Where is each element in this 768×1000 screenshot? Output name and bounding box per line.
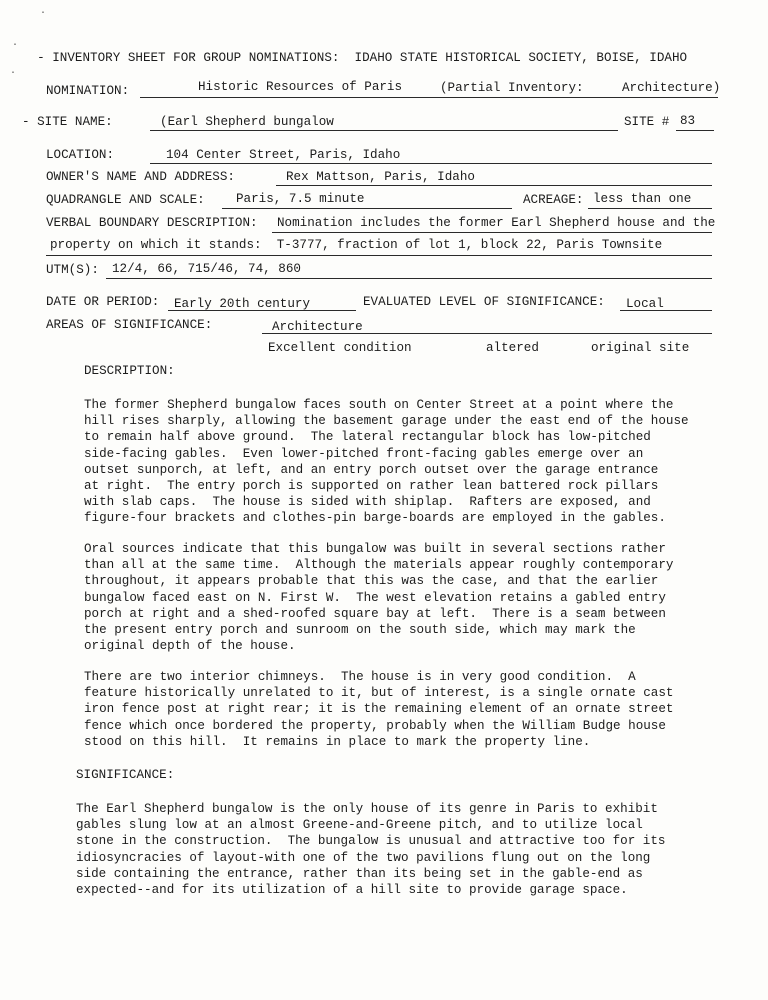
significance-level-label: EVALUATED LEVEL OF SIGNIFICANCE:	[363, 295, 605, 309]
nomination-area: Architecture)	[622, 81, 721, 95]
location-label: LOCATION:	[46, 148, 115, 162]
site-name-underline	[150, 130, 618, 131]
areas-label: AREAS OF SIGNIFICANCE:	[46, 318, 213, 332]
level-underline	[620, 310, 712, 311]
acreage-label: ACREAGE:	[523, 193, 584, 207]
condition-original-site: original site	[591, 341, 690, 355]
location-underline	[150, 163, 712, 164]
areas-underline	[262, 333, 712, 334]
description-paragraph-3: There are two interior chimneys. The house is in very good condition. A feature historically unrelated to it, but of interest, is a single ornate cast iron fence post at right rear; it is the remaining element of an ornate street fence which once bordered the property, probably when the William Budge house stood on this hill. It remains in place to mark the property line.	[84, 670, 674, 749]
date-value: Early 20th century	[174, 297, 311, 311]
nomination-label: NOMINATION:	[46, 84, 130, 98]
site-number-value: 83	[680, 114, 696, 128]
boundary-underline-1	[272, 232, 712, 233]
nomination-value: Historic Resources of Paris	[198, 80, 403, 94]
site-number-underline	[676, 130, 714, 131]
owner-value: Rex Mattson, Paris, Idaho	[286, 170, 475, 184]
description-paragraph-1: The former Shepherd bungalow faces south on Center Street at a point where the hill rises sharply, allowing the basement garage under the east end of the house to remain half above ground. The lateral rectangular block has low-pitched side-facing gables. Even lower-pitched front-facing gables emerge over an outset sunporch, at left, and an entry porch outset over the garage entrance at right. The entry porch is supported on rather lean battered rock pillars with slab caps. The house is sided with shiplap. Rafters are exposed, and figure-four brackets and clothes-pin barge-boards are employed in the gables.	[84, 398, 689, 526]
nomination-underline	[140, 97, 718, 98]
utm-value: 12/4, 66, 715/46, 74, 860	[112, 262, 301, 276]
date-underline	[168, 310, 356, 311]
quadrangle-underline	[222, 208, 512, 209]
condition-altered: altered	[486, 341, 539, 355]
owner-label: OWNER'S NAME AND ADDRESS:	[46, 170, 235, 184]
location-value: 104 Center Street, Paris, Idaho	[166, 148, 401, 162]
condition-excellent: Excellent condition	[268, 341, 412, 355]
site-number-label: SITE #	[624, 115, 670, 129]
utm-label: UTM(S):	[46, 263, 99, 277]
boundary-underline-2	[46, 255, 712, 256]
quadrangle-value: Paris, 7.5 minute	[236, 192, 365, 206]
owner-underline	[276, 185, 712, 186]
acreage-underline	[588, 208, 712, 209]
significance-level-value: Local	[626, 297, 664, 311]
margin-speck: ·	[10, 68, 17, 79]
boundary-value-2: property on which it stands: T-3777, fraction of lot 1, block 22, Paris Townsite	[50, 238, 663, 252]
boundary-label: VERBAL BOUNDARY DESCRIPTION:	[46, 216, 258, 230]
acreage-value: less than one	[593, 192, 692, 206]
significance-heading: SIGNIFICANCE:	[76, 768, 175, 782]
utm-underline	[106, 278, 712, 279]
form-header: - INVENTORY SHEET FOR GROUP NOMINATIONS: IDAHO STATE HISTORICAL SOCIETY, BOISE, IDAHO	[37, 51, 688, 65]
boundary-value-1: Nomination includes the former Earl Shepherd house and the	[277, 216, 716, 230]
areas-value: Architecture	[272, 320, 363, 334]
site-name-value: (Earl Shepherd bungalow	[160, 115, 334, 129]
description-paragraph-2: Oral sources indicate that this bungalow was built in several sections rather than all at the same time. Although the materials appear roughly contemporary throughout, it appears probable that this was the case, and that the earlier bungalow faced east on N. First W. The west elevation retains a gabled entry porch at right and a shed-roofed square bay at left. There is a seam between the present entry porch and sunroom on the south side, which may mark the original depth of the house.	[84, 542, 674, 654]
site-name-label: - SITE NAME:	[22, 115, 113, 129]
nomination-partial: (Partial Inventory:	[440, 81, 584, 95]
margin-speck: ·	[12, 40, 19, 51]
quadrangle-label: QUADRANGLE AND SCALE:	[46, 193, 205, 207]
date-label: DATE OR PERIOD:	[46, 295, 160, 309]
significance-paragraph: The Earl Shepherd bungalow is the only house of its genre in Paris to exhibit gables slung low at an almost Greene-and-Greene pitch, and to utilize local stone in the construction. The bungalow is unusual and attractive too for its idiosyncracies of layout-with one of the two pavilions flung out on the long side containing the entrance, rather than its being set in the gable-end as expected--and for its utilization of a hill site to provide garage space.	[76, 802, 666, 898]
margin-speck: ·	[40, 8, 47, 19]
description-heading: DESCRIPTION:	[84, 364, 175, 378]
